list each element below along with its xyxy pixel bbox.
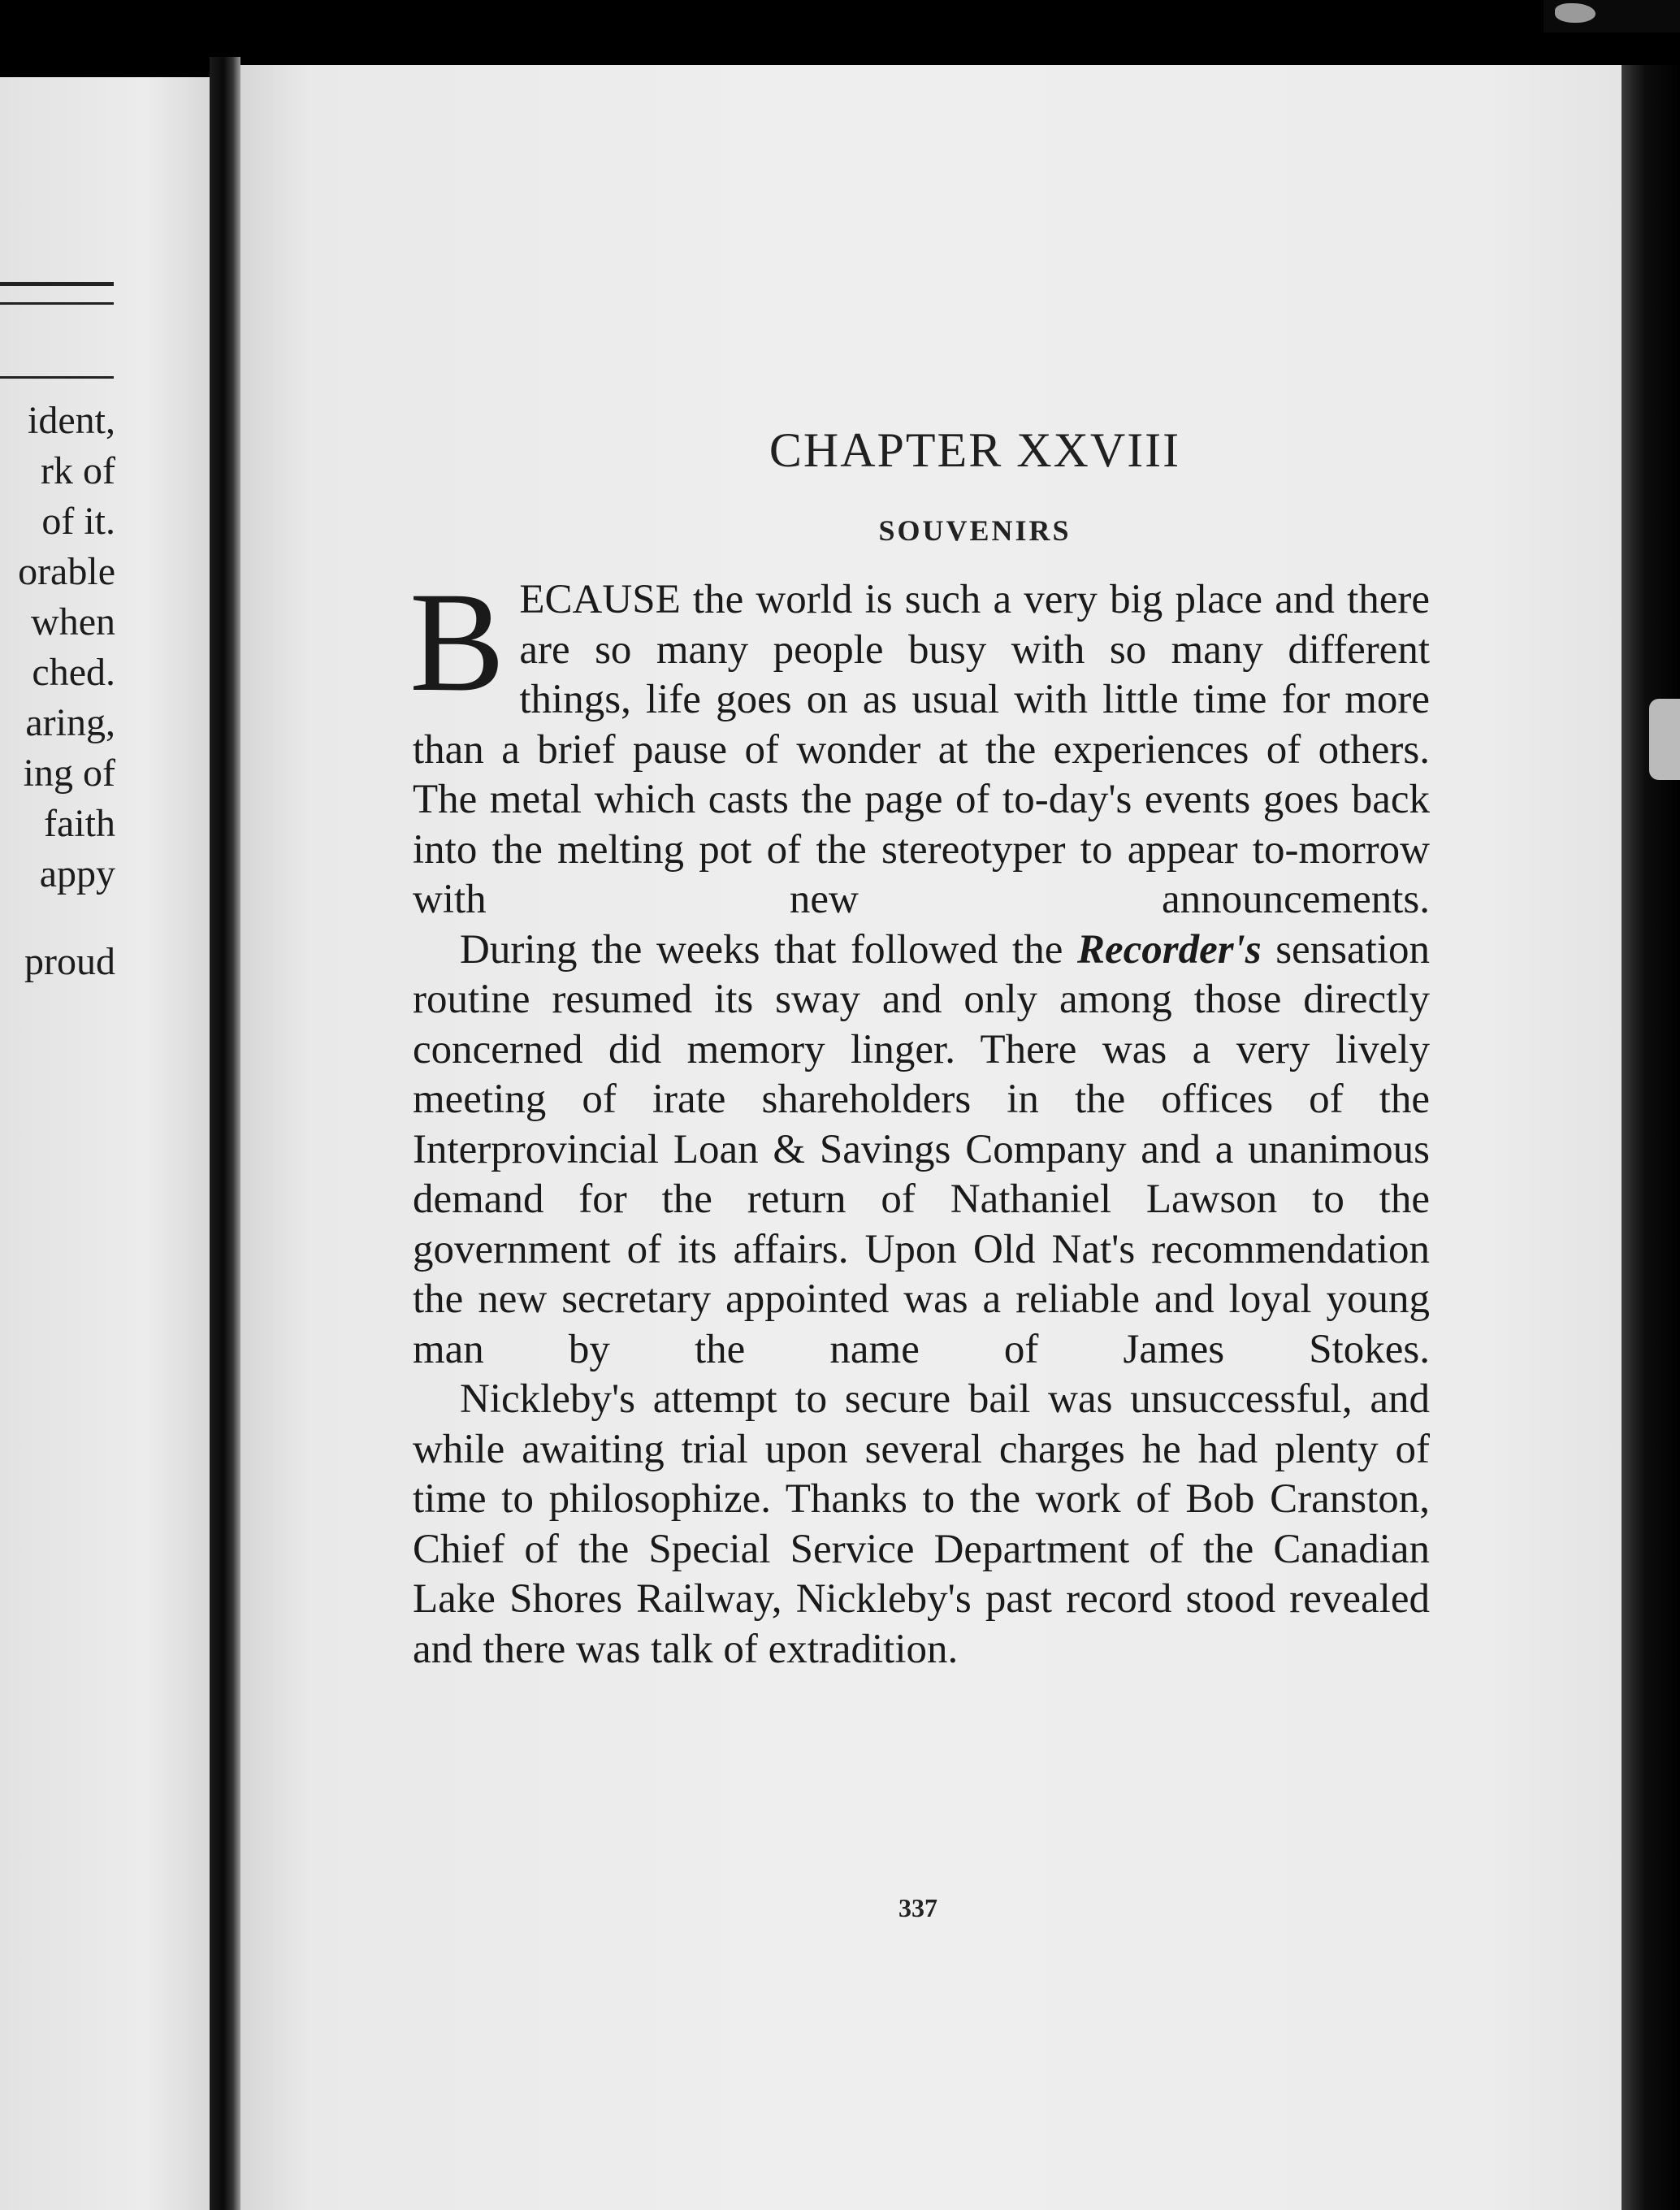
corner-mark [1544,0,1680,32]
paragraph-2-text-b: sensation routine resumed its sway and only among those directly concerned did memory linger. There was a very lively meeting of irate shareholders in the offices of the Interprovincial Loan & Savings Company and a unanimous demand for the return of Nathaniel Lawson to the government of its affairs. Upon Old Nat's recommendation the new secretary appointed was a reliable and loyal young man by the name of James Stokes. [413,926,1431,1372]
drop-cap: B [409,563,505,722]
left-last-line: proud [24,940,115,983]
newspaper-name: Recorder's [1076,926,1262,973]
book-gutter [210,57,240,2210]
left-line: appy [39,852,115,895]
left-line: orable [18,550,115,593]
single-rule [0,376,114,379]
double-rule [0,282,114,305]
paragraph-1-text: ECAUSE the world is such a very big place and there are so many people busy with so many different things, life goes on as usual with little time for more than a brief pause of wonder at the experiences of others. The metal which casts the page of to-day's events goes back into the melting pot of the stereotyper to appear to-morrow with new announcements. [413,577,1430,922]
left-line: ident, [28,399,115,442]
left-line: aring, [25,701,115,744]
page-number: 337 [898,1893,937,1922]
paragraph-1 [409,563,1430,925]
left-line: of it. [41,500,115,543]
chapter-title: CHAPTER XXVIII [769,423,1181,477]
left-line: rk of [41,449,115,492]
page-edge [1622,65,1680,2210]
left-line: faith [44,802,115,845]
chapter-body [409,563,1431,1675]
paragraph-3: Nickleby's attempt to secure bail was unsuccessful, and while awaiting trial upon several charges he had plenty of time to philosophize. Thanks to the work of Bob Cranston, Chief of the Special Service Department of the Canadian Lake Shores Railway, Nickleby's past record stood revealed and there was talk of extradition. [413,1376,1430,1672]
paragraph-2 [413,925,1430,1376]
left-page-text [0,396,115,987]
chapter-subtitle: SOUVENIRS [878,514,1072,547]
left-facing-page [0,77,210,2210]
page-tab [1649,699,1680,780]
left-line: ched. [32,651,115,694]
left-line: when [31,600,115,644]
paragraph-2-text-a: During the weeks that followed the [460,926,1077,973]
left-line: ing of [23,752,115,795]
